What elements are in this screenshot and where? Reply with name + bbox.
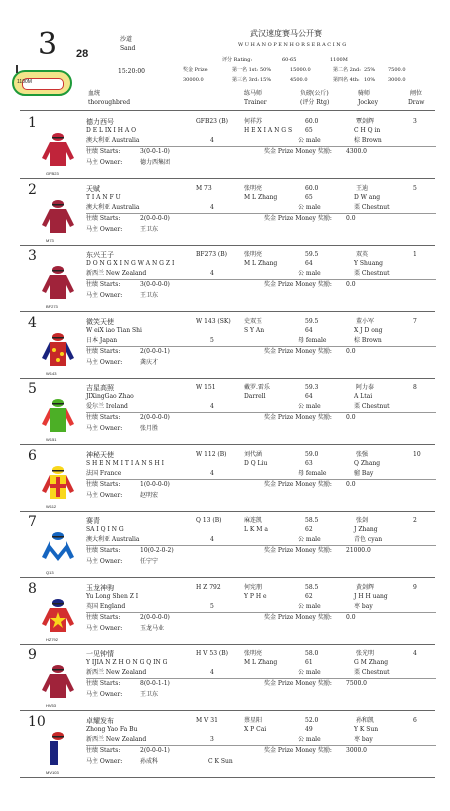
entry-row[interactable]	[0, 316, 450, 382]
horse-name-cn: 赛青	[86, 517, 100, 525]
prize-row-2-amount2: 3000.0	[388, 77, 406, 83]
entry-divider	[86, 412, 436, 413]
draw: 8	[413, 384, 417, 391]
rating: 64	[305, 260, 313, 267]
rating-label: 评分 Rating:	[222, 57, 253, 63]
jockey-silks-icon	[40, 199, 76, 235]
draw: 10	[413, 451, 421, 458]
starts-value: 2(0-0-0-1)	[140, 747, 170, 754]
starts-value: 2(0-0-0-0)	[140, 614, 170, 621]
starts-value: 2(0-0-0-0)	[140, 215, 170, 222]
horse-name-en: D E L IX I H A O	[86, 127, 137, 134]
trainer-en: M L Zhang	[244, 260, 278, 267]
trainer-cn: 戴罗.雷乐	[244, 384, 270, 391]
owner-value: 龚庆才	[140, 359, 159, 366]
jockey-silks-icon	[40, 265, 76, 301]
horse-number: 1	[28, 115, 37, 131]
entry-row[interactable]	[0, 515, 450, 581]
trainer-en: M L Zhang	[244, 194, 278, 201]
jockey-en: G M Zhang	[354, 659, 389, 666]
starts-value: 2(0-0-0-0)	[140, 414, 170, 421]
horse-origin: 爱尔兰 Ireland	[86, 403, 128, 410]
prize-row-1-pct: 50%	[260, 67, 272, 73]
starts-label: 往绩 Starts:	[86, 481, 121, 488]
prize-row-1-place2: 第二名 2nd:	[333, 67, 361, 73]
horse-name-cn: 东兴王子	[86, 251, 114, 259]
entry-row[interactable]	[0, 715, 450, 781]
horse-sire: Q 13 (B)	[196, 517, 222, 524]
prize-money-label: 奖金 Prize Money 奖励:	[264, 348, 332, 355]
race-number: 3	[38, 27, 58, 62]
jockey-silks-icon	[40, 398, 76, 434]
prize-money-value: 0.0	[346, 414, 356, 421]
trainer-cn: 刘代涵	[244, 451, 263, 458]
jockey-cn: 双英	[356, 251, 369, 258]
distance-label: 1100M	[330, 57, 348, 63]
trainer-en: Darrell	[244, 393, 266, 400]
owner-label: 马主 Owner:	[86, 691, 123, 698]
jockey-cn: 覃剑辉	[356, 118, 375, 125]
entry-row[interactable]	[0, 249, 450, 315]
draw: 4	[413, 650, 417, 657]
horse-name-en: D O N G X I N G W A N G Z I	[86, 260, 175, 267]
horse-sire: M 73	[196, 185, 212, 192]
starts-value: 3(0-0-1-0)	[140, 148, 170, 155]
prize-row-2-pct: 15%	[260, 77, 272, 83]
entry-separator	[20, 511, 435, 512]
prize-money-label: 奖金 Prize Money 奖励:	[264, 747, 332, 754]
starts-label: 往绩 Starts:	[86, 215, 121, 222]
horse-number: 10	[28, 714, 46, 730]
race-title-cn: 武汉速度赛马公开赛	[250, 29, 322, 38]
trainer-cn: 张明亮	[244, 185, 263, 192]
jockey-silks-icon	[40, 731, 76, 767]
coat-color: 枣 bay	[354, 603, 373, 610]
starts-label: 往绩 Starts:	[86, 614, 121, 621]
horse-sire: W 143 (SK)	[196, 318, 231, 325]
trainer-cn: 张明亮	[244, 251, 263, 258]
entry-separator	[20, 777, 435, 778]
jockey-cn: 张光明	[356, 650, 375, 657]
jockey-en: J Zhang	[354, 526, 378, 533]
horse-name-en: Yu Long Shen Z I	[86, 593, 139, 600]
sex: 公 male	[298, 204, 321, 211]
prize-money-label: 奖金 Prize Money 奖励:	[264, 414, 332, 421]
entry-row[interactable]	[0, 582, 450, 648]
weight: 58.5	[305, 584, 319, 591]
entry-row[interactable]	[0, 648, 450, 714]
owner-value: 王卫东	[140, 691, 159, 698]
horse-number: 2	[28, 182, 37, 198]
starts-label: 往绩 Starts:	[86, 747, 121, 754]
header-blood-cn: 血统	[88, 90, 101, 97]
horse-sire: H V 53 (B)	[196, 650, 229, 657]
entry-divider	[86, 346, 436, 347]
starts-label: 往绩 Starts:	[86, 148, 121, 155]
prize-money-value: 4300.0	[346, 148, 367, 155]
header-blood-en: thoroughbred	[88, 99, 131, 106]
horse-name-en: S H E N M I T I A N S H I	[86, 460, 165, 467]
weight: 59.3	[305, 384, 319, 391]
horse-origin: 澳大利亚 Australia	[86, 536, 140, 543]
surface-cn: 沙道	[120, 36, 133, 43]
horse-code: GFB23	[46, 171, 59, 176]
prize-money-label: 奖金 Prize Money 奖励:	[264, 547, 332, 554]
horse-name-en: SA I Q I N G	[86, 526, 124, 533]
starts-value: 2(0-0-0-1)	[140, 348, 170, 355]
horse-origin: 澳大利亚 Australia	[86, 204, 140, 211]
header-trainer-cn: 练马师	[244, 90, 263, 97]
trainer-en: X P Cai	[244, 726, 267, 733]
entry-row[interactable]	[0, 116, 450, 182]
prize-money-value: 3000.0	[346, 747, 367, 754]
jockey-en: C H Q in	[354, 127, 381, 134]
horse-code: BF273	[46, 304, 58, 309]
sex: 公 male	[298, 137, 321, 144]
jockey-en: A Ltai	[354, 393, 373, 400]
trainer-cn: 张明亮	[244, 650, 263, 657]
prize-money-label: 奖金 Prize Money 奖励:	[264, 680, 332, 687]
trainer-cn: 何宪朋	[244, 584, 263, 591]
horse-age: 3	[210, 736, 214, 743]
trainer-cn: 何祥苏	[244, 118, 263, 125]
prize-money-label: 奖金 Prize Money 奖励:	[264, 481, 332, 488]
prize-money-value: 0.0	[346, 215, 356, 222]
draw: 6	[413, 717, 417, 724]
prize-money-label: 奖金 Prize Money 奖励:	[264, 281, 332, 288]
track-distance-label: 1100M	[17, 79, 32, 85]
horse-code: HV53	[46, 703, 57, 708]
horse-sire: GFB23 (B)	[196, 118, 228, 125]
owner-label: 马主 Owner:	[86, 425, 123, 432]
weight: 52.0	[305, 717, 319, 724]
owner-label: 马主 Owner:	[86, 292, 123, 299]
draw: 2	[413, 517, 417, 524]
trainer-cn: 史双玉	[244, 318, 263, 325]
owner-label: 马主 Owner:	[86, 492, 123, 499]
horse-origin: 日本 Japan	[86, 337, 118, 344]
horse-age: 4	[210, 403, 214, 410]
horse-name-cn: 卓耀发布	[86, 717, 114, 725]
prize-row-1-amount: 15000.0	[290, 67, 311, 73]
jockey-silks-icon	[40, 664, 76, 700]
horse-name-cn: 天赋	[86, 185, 100, 193]
sex: 公 male	[298, 270, 321, 277]
prize-row-1-place: 第一名 1st:	[232, 67, 259, 73]
trainer-cn: 麻连凯	[244, 517, 263, 524]
prize-money-value: 7500.0	[346, 680, 367, 687]
horse-sire: H Z 792	[196, 584, 221, 591]
entry-divider	[86, 612, 436, 613]
prize-money-label: 奖金 Prize Money 奖励:	[264, 148, 332, 155]
horse-origin: 新西兰 New Zealand	[86, 669, 147, 676]
prize-row-1-amount2: 7500.0	[388, 67, 406, 73]
horse-sire: W 151	[196, 384, 216, 391]
horse-name-cn: 神秘天使	[86, 451, 114, 459]
entry-row[interactable]	[0, 183, 450, 249]
jockey-en: D W ang	[354, 194, 381, 201]
owner-label: 马主 Owner:	[86, 558, 123, 565]
entry-separator	[20, 311, 435, 312]
entry-divider	[86, 213, 436, 214]
jockey-silks-icon	[40, 531, 76, 567]
weight: 59.5	[305, 251, 319, 258]
sex: 公 male	[298, 603, 321, 610]
horse-origin: 新西兰 New Zealand	[86, 736, 147, 743]
header-draw-en: Draw	[408, 99, 425, 106]
coat-color: 栗 Chestnut	[354, 270, 390, 277]
owner-label: 马主 Owner:	[86, 359, 123, 366]
coat-color: 棕 Brown	[354, 137, 382, 144]
entry-divider	[86, 146, 436, 147]
rating: 62	[305, 526, 313, 533]
entry-separator	[20, 444, 435, 445]
draw: 7	[413, 318, 417, 325]
horse-number: 7	[28, 514, 37, 530]
jockey-silks-icon	[40, 332, 76, 368]
coat-color: 栗 Chestnut	[354, 403, 390, 410]
horse-age: 5	[210, 603, 214, 610]
coat-color: 枣 bay	[354, 736, 373, 743]
weight: 60.0	[305, 185, 319, 192]
jockey-cn: 黄剑辉	[356, 584, 375, 591]
header-trainer-en: Trainer	[244, 99, 267, 106]
starts-value: 3(0-0-0-0)	[140, 281, 170, 288]
jockey-en: Y Shuang	[354, 260, 383, 267]
sex: 公 male	[298, 536, 321, 543]
prize-row-1-pct2: 25%	[364, 67, 376, 73]
jockey-en: Q Zhang	[354, 460, 381, 467]
jockey-en: J H H uang	[354, 593, 388, 600]
weight: 60.0	[305, 118, 319, 125]
horse-age: 4	[210, 669, 214, 676]
jockey-cn: 王迪	[356, 185, 369, 192]
rating: 65	[305, 194, 313, 201]
jockey-cn: 张剑	[356, 517, 369, 524]
horse-code: W143	[46, 371, 57, 376]
prize-total: 30000.0	[183, 77, 204, 83]
prize-row-2-place: 第三名 3rd:	[232, 77, 260, 83]
race-title-en: W U H A N O P E N H O R S E R A C I N G	[238, 42, 347, 48]
entry-separator	[20, 378, 435, 379]
jockey-silks-icon	[40, 132, 76, 168]
entry-divider	[86, 279, 436, 280]
rating-value: 60-65	[282, 57, 297, 63]
trainer-cn: 蔡星阳	[244, 717, 263, 724]
owner-value: 德力西集团	[140, 159, 171, 166]
jockey-cn: 孙和凯	[356, 717, 375, 724]
horse-name-cn: 吉星高照	[86, 384, 114, 392]
rating: 62	[305, 593, 313, 600]
sex: 母 female	[298, 470, 327, 477]
owner-value: 王卫东	[140, 292, 159, 299]
entry-row[interactable]	[0, 449, 450, 515]
rating: 61	[305, 659, 313, 666]
horse-age: 4	[210, 536, 214, 543]
entry-separator	[20, 710, 435, 711]
entry-separator	[20, 577, 435, 578]
horse-number: 3	[28, 248, 37, 264]
entry-separator	[20, 245, 435, 246]
starts-label: 往绩 Starts:	[86, 680, 121, 687]
jockey-silks-icon	[40, 465, 76, 501]
horse-number: 5	[28, 381, 37, 397]
header-jockey-cn: 骑师	[358, 90, 371, 97]
sex: 公 male	[298, 403, 321, 410]
entry-divider	[86, 479, 436, 480]
horse-name-en: Y IJIA N Z H O N G Q IN G	[86, 659, 168, 666]
jockey-en: X J D ong	[354, 327, 383, 334]
horse-age: 4	[210, 270, 214, 277]
starts-value: 8(0-0-1-1)	[140, 680, 170, 687]
horse-sire: M V 31	[196, 717, 218, 724]
trainer-en: L K M a	[244, 526, 268, 533]
start-flag-icon	[16, 65, 18, 73]
horse-sire: W 112 (B)	[196, 451, 227, 458]
sex: 母 female	[298, 337, 327, 344]
header-weight-cn: 负磅(公斤)	[300, 90, 329, 97]
header-weight-en: (评分 Rtg)	[300, 99, 330, 106]
prize-money-label: 奖金 Prize Money 奖励:	[264, 614, 332, 621]
owner-label: 马主 Owner:	[86, 758, 123, 765]
prize-row-2-pct2: 10%	[364, 77, 376, 83]
jockey-cn: 张强	[356, 451, 369, 458]
horse-number: 4	[28, 315, 37, 331]
horse-name-en: W eiX iao Tian Shi	[86, 327, 142, 334]
owner-value: 王卫东	[140, 226, 159, 233]
horse-origin: 法国 France	[86, 470, 122, 477]
rating: 64	[305, 393, 313, 400]
coat-color: 栗 Chestnut	[354, 204, 390, 211]
prize-row-2-amount: 4500.0	[290, 77, 308, 83]
horse-age: 4	[210, 137, 214, 144]
race-time: 15:20:00	[118, 68, 145, 75]
owner-value: 玉龙马业	[140, 625, 165, 632]
coat-color: 栗 Chestnut	[354, 669, 390, 676]
jockey-cn: 董小军	[356, 318, 375, 325]
horse-name-cn: 玉龙神驹	[86, 584, 114, 592]
owner-value: 张月胜	[140, 425, 159, 432]
owner-label: 马主 Owner:	[86, 159, 123, 166]
horse-age: 4	[210, 204, 214, 211]
entry-separator	[20, 178, 435, 179]
rating: 49	[305, 726, 313, 733]
prize-row-2-place2: 第四名 4th:	[333, 77, 360, 83]
trainer-en: D Q Liu	[244, 460, 268, 467]
sex: 公 male	[298, 736, 321, 743]
jockey-en: Y K Sun	[354, 726, 379, 733]
jockey-silks-icon	[40, 598, 76, 634]
horse-code: Q13	[46, 570, 54, 575]
jockey-cn: 阿力泰	[356, 384, 375, 391]
prize-money-value: 0.0	[346, 614, 356, 621]
horse-name-en: JIXingGao Zhao	[86, 393, 134, 400]
horse-origin: 英国 England	[86, 603, 126, 610]
draw: 5	[413, 185, 417, 192]
weight: 59.5	[305, 318, 319, 325]
entry-divider	[86, 545, 436, 546]
horse-code: MV103	[46, 770, 59, 775]
draw: 3	[413, 118, 417, 125]
horse-code: HZ792	[46, 637, 59, 642]
draw: 9	[413, 584, 417, 591]
horse-origin: 新西兰 New Zealand	[86, 270, 147, 277]
race-sub-number: 28	[76, 48, 89, 60]
owner-value: 任宁宁	[140, 558, 159, 565]
horse-number: 8	[28, 581, 37, 597]
rating: 64	[305, 327, 313, 334]
prize-money-value: 0.0	[346, 348, 356, 355]
horse-name-en: Zhong Yao Fa Bu	[86, 726, 138, 733]
horse-number: 9	[28, 647, 37, 663]
owner-extra: C K Sun	[208, 758, 233, 765]
prize-money-value: 0.0	[346, 281, 356, 288]
horse-name-cn: 德力西号	[86, 118, 114, 126]
entry-divider	[86, 745, 436, 746]
owner-label: 马主 Owner:	[86, 226, 123, 233]
rating: 63	[305, 460, 313, 467]
entry-divider	[86, 678, 436, 679]
track-diagram	[12, 70, 72, 96]
horse-origin: 澳大利亚 Australia	[86, 137, 140, 144]
horse-age: 5	[210, 337, 214, 344]
horse-code: W112	[46, 504, 57, 509]
coat-color: 青色 cyan	[354, 536, 383, 543]
prize-money-value: 0.0	[346, 481, 356, 488]
horse-number: 6	[28, 448, 37, 464]
owner-label: 马主 Owner:	[86, 625, 123, 632]
starts-value: 10(0-2-0-2)	[140, 547, 174, 554]
horse-name-cn: 微笑天使	[86, 318, 114, 326]
weight: 58.0	[305, 650, 319, 657]
coat-color: 棕 Brown	[354, 337, 382, 344]
horse-name-cn: 一见钟情	[86, 650, 114, 658]
starts-label: 往绩 Starts:	[86, 547, 121, 554]
entry-separator	[20, 644, 435, 645]
header-rule	[20, 110, 435, 111]
prize-label: 奖金 Prize	[183, 67, 208, 73]
trainer-en: M L Zhang	[244, 659, 278, 666]
sex: 公 male	[298, 669, 321, 676]
starts-label: 往绩 Starts:	[86, 348, 121, 355]
trainer-en: S Y An	[244, 327, 265, 334]
horse-code: M73	[46, 238, 54, 243]
horse-sire: BF273 (B)	[196, 251, 228, 258]
weight: 58.5	[305, 517, 319, 524]
entry-row[interactable]	[0, 382, 450, 448]
prize-money-label: 奖金 Prize Money 奖励:	[264, 215, 332, 222]
trainer-en: Y P H e	[244, 593, 267, 600]
horse-name-en: T I A N F U	[86, 194, 121, 201]
starts-label: 往绩 Starts:	[86, 414, 121, 421]
coat-color: 骝 Bay	[354, 470, 374, 477]
header-jockey-en: Jockey	[358, 99, 378, 106]
horse-code: W151	[46, 437, 57, 442]
weight: 59.0	[305, 451, 319, 458]
trainer-en: H E X I A N G S	[244, 127, 293, 134]
horse-age: 4	[210, 470, 214, 477]
surface-en: Sand	[120, 45, 136, 52]
starts-label: 往绩 Starts:	[86, 281, 121, 288]
rating: 65	[305, 127, 313, 134]
header-draw-cn: 闸位	[410, 90, 423, 97]
draw: 1	[413, 251, 417, 258]
owner-value: 孙成科	[140, 758, 159, 765]
prize-money-value: 21000.0	[346, 547, 371, 554]
owner-value: 赵明宏	[140, 492, 159, 499]
starts-value: 1(0-0-0-0)	[140, 481, 170, 488]
